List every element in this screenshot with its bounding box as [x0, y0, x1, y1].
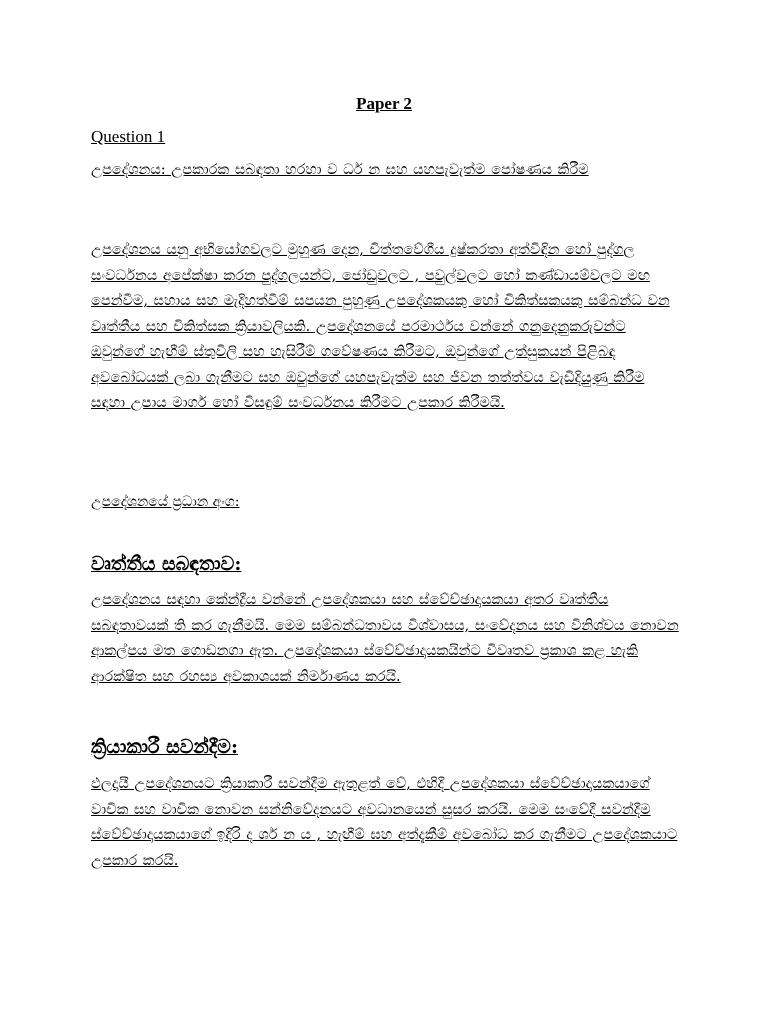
section-text-professional-relationship: උපදේශනය සඳහා කේන්ද්‍රීය වන්නේ උපදේශකයා සහ ස්වේච්ඡාදායකයා අතර වෘත්තීය සබඳතාවයක් ති කර ගැනීමයි. මෙම සම්බන්ධතාවය විශ්වාසය, සංවේදනය සහ විනිශ්චය නොවන ආකල්පය මත ගොඩනගා ඇත. උපදේශකයා ස්වේච්ඡාදායකයින්ට විවෘතව ප්‍රකාශ කළ හැකි ආරක්ෂිත සහ රහස්‍ය අවකාශයක් නිර්මාණය කරයි.: [91, 592, 679, 685]
intro-paragraph: උපදේශනය යනු අභියෝගවලට මුහුණ දෙන, චිත්තවේගීය දුෂ්කරතා අත්විඳින හෝ පුද්ගල සංවර්ධනය අපේක්ෂා කරන පුද්ගලයන්ට, ජෝඩුවලට , පවුල්වලට හෝ කණ්ඩායම්වලට මඟ පෙන්වීම, සහාය සහ මැදිහත්වීම් සපයන පුහුණු උපදේශකයකු හෝ චිකිත්සකයකු සම්බන්ධ වන වෘත්තීය සහ චිකිත්සක ක්‍රියාවලියකි. උපදේශනයේ පරමාර්ථය වන්නේ ගනුදෙනුකරුවන්ට ඔවුන්ගේ හැඟීම් ස්තුවිලි සහ හැසිරීම් ගවේෂණය කිරීමට, ඔවුන්ගේ උත්සුකයන් පිළිබඳ අවබෝධයක් ලබා ගැනීමට සහ ඔවුන්ගේ යහපැවැත්ම සහ ජීවන තත්ත්වය වැඩිදියුණු කිරීම සඳහා උපාය මාර්ග හෝ විසඳුම් සංවර්ධනය කිරීමට උපකාර කිරීමයි.: [91, 242, 670, 411]
topic-line: උපදේශනය: උපකාරක සබඳතා හරහා ව ධර් න ඝහ යහපැවැත්ම පෝෂණය කිරීම: [91, 162, 589, 178]
section-text-active-listening: ඵලදායී උපදේශනයට ක්‍රියාකාරී සවන්දීම ඇතුළත් වේ, එහිදී උපදේශකයා ස්වේච්ඡාදායකයාගේ වාචික සහ වාචික නොවන සන්නිවේදනයට අවධානයෙන් සුසර කරයි. මෙම සංවේදී සවන්දීම ස්වේච්ඡාදායකයාගේ ඉදිරි ද ශර් න ය , හැඟීම් ඝහ අත්දැකීම් අවබෝධ කර ගැනීමට උපදේශකයාට උපකාර කරයි.: [91, 776, 678, 869]
question-label: Question 1: [91, 127, 166, 146]
paper-title: Paper 2: [356, 94, 412, 113]
components-heading: උපදේශනයේ ප්‍රධාන අංග:: [91, 494, 240, 510]
section-heading-professional-relationship: වෘත්තීය සබඳතාව:: [91, 553, 242, 575]
section-heading-active-listening: ක්‍රියාකාරී සවන්දීම:: [91, 736, 238, 758]
